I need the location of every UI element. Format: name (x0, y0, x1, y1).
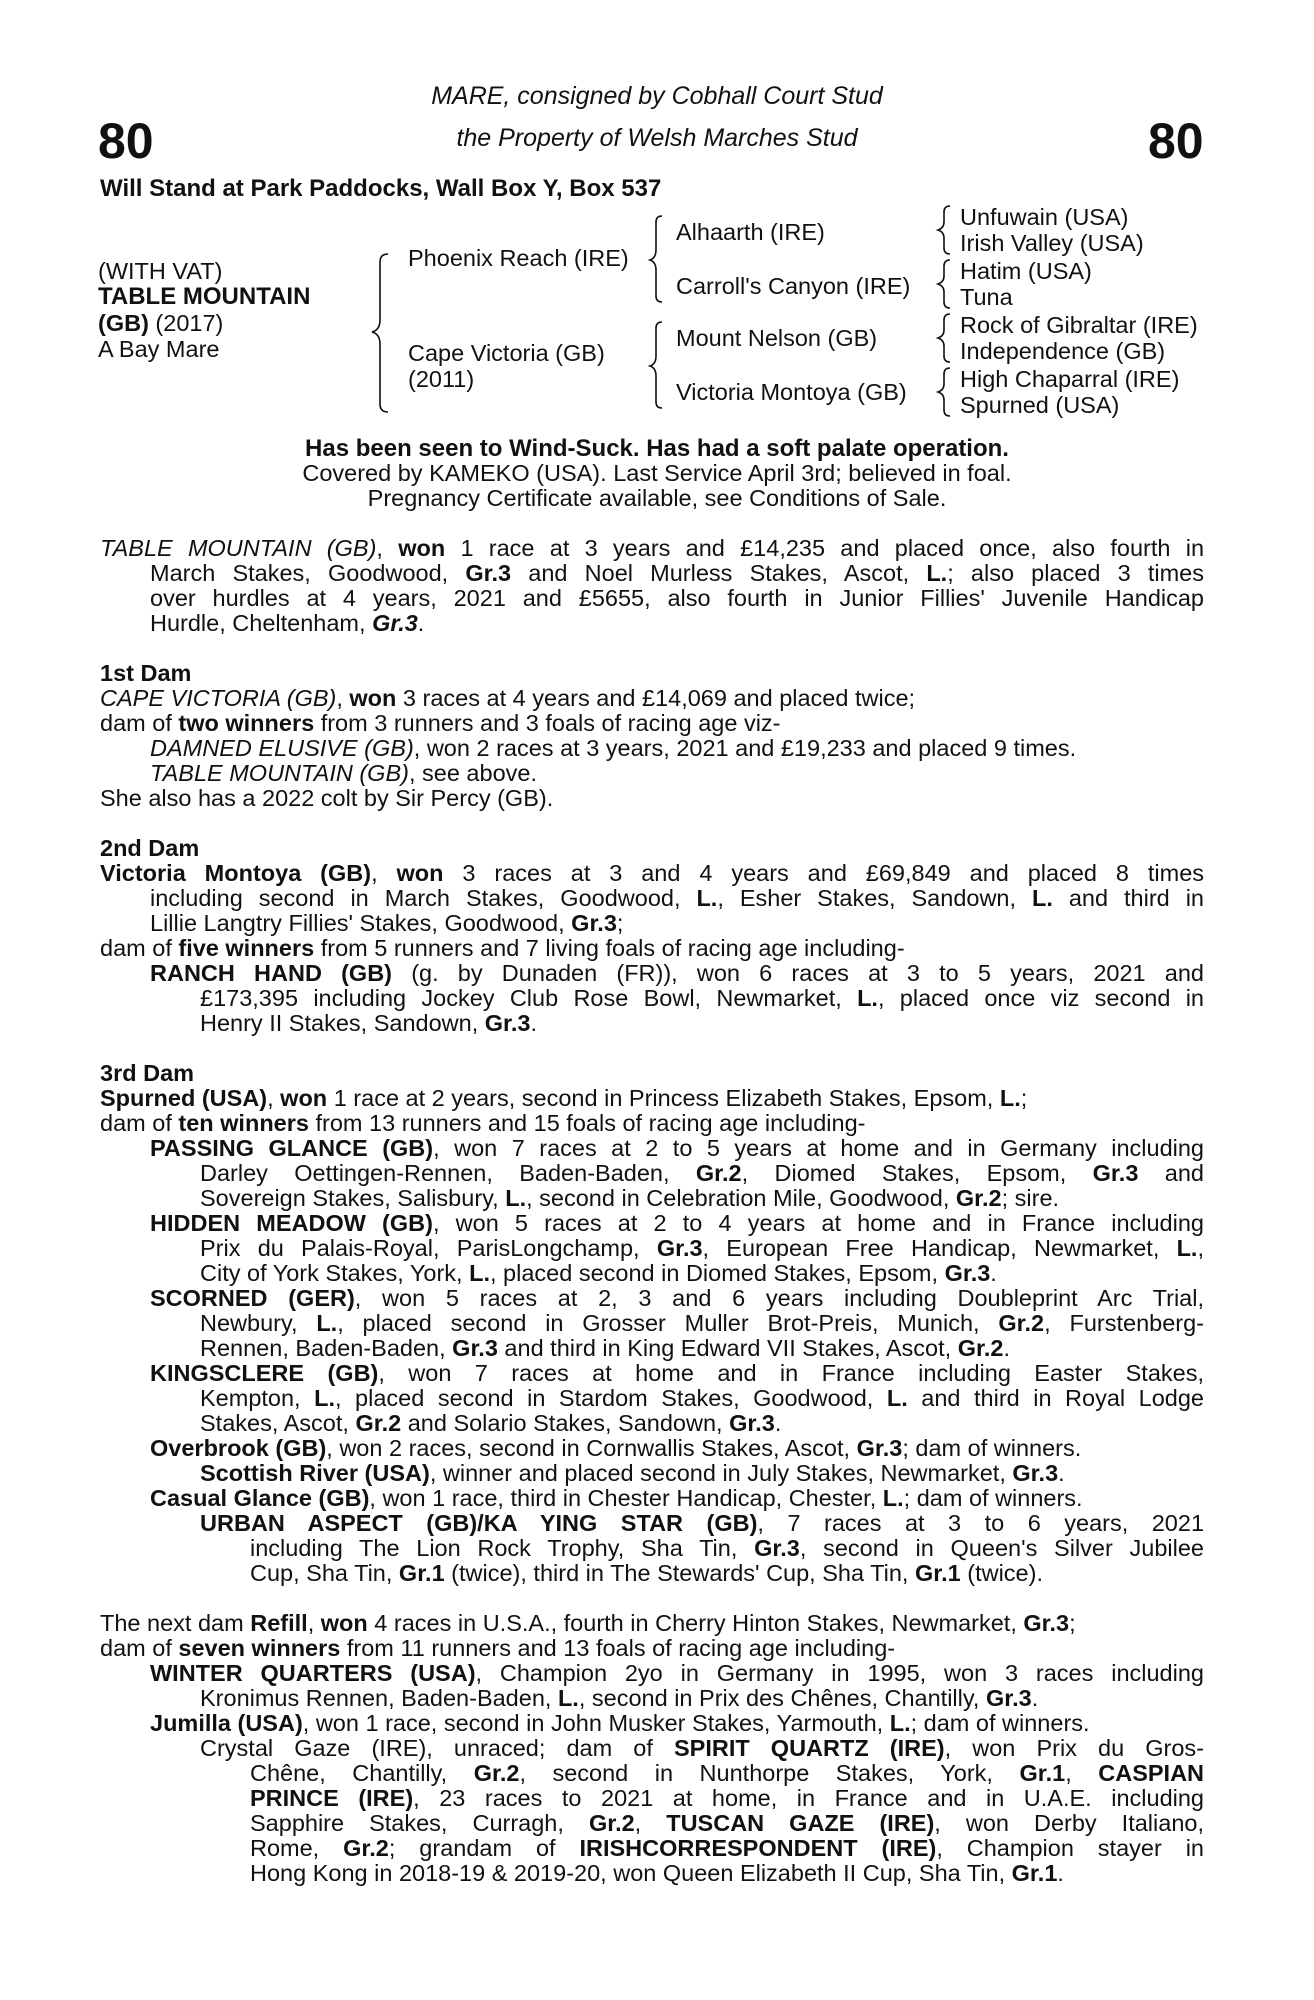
sire: Phoenix Reach (IRE) (408, 245, 629, 271)
t: Sovereign Stakes, Salisbury, (200, 1185, 506, 1211)
text-line (200, 1511, 1204, 1536)
t: (twice), third in The Stewards' Cup, Sha Tin, (444, 1560, 915, 1586)
t: Gr.3 (1092, 1160, 1139, 1186)
t: Hurdle, Cheltenham, (150, 610, 373, 636)
horse-ref: TABLE MOUNTAIN (GB) (100, 535, 377, 561)
text-line (250, 1536, 1204, 1561)
t: TABLE MOUNTAIN (GB) (150, 760, 409, 786)
t: , second in Prix des Chênes, Chantilly, (578, 1685, 986, 1711)
stand-line: Will Stand at Park Paddocks, Wall Box Y, Box 537 (100, 175, 662, 202)
t: , (371, 860, 397, 886)
t: Gr.3 (372, 610, 418, 636)
text-line (150, 1661, 1204, 1686)
t: won (320, 1610, 368, 1636)
t: , Champion stayer in (936, 1835, 1204, 1861)
ggs-4: Tuna (960, 284, 1013, 310)
t: , placed second in Stardom Stakes, Goodwood, (335, 1385, 887, 1411)
t: . (774, 1410, 782, 1436)
t: Darley Oettingen-Rennen, Baden-Baden, (200, 1160, 696, 1186)
t: dam of (100, 935, 179, 961)
t: . (1031, 1685, 1039, 1711)
text-line (100, 1086, 1204, 1111)
text-line (250, 1786, 1204, 1811)
property-line: the Property of Welsh Marches Stud (456, 124, 858, 152)
t: . (1003, 1335, 1010, 1361)
t: Overbrook (GB) (150, 1435, 327, 1461)
text-line (200, 1386, 1204, 1411)
t: 3 races at 3 and 4 years and £69,849 and placed 8 times (443, 860, 1205, 886)
text-line (150, 1486, 1254, 1511)
t: Gr.3 (465, 560, 512, 586)
t: ; (1069, 1610, 1076, 1636)
section-heading: 3rd Dam (100, 1060, 195, 1086)
text-line (200, 1311, 1204, 1336)
t: , won Prix du Gros- (944, 1735, 1204, 1761)
t: and (1138, 1160, 1204, 1186)
t: , (1065, 1760, 1099, 1786)
t: Chêne, Chantilly, (250, 1760, 474, 1786)
text-line (150, 911, 1254, 936)
t: Kempton, (200, 1385, 315, 1411)
t: , won 5 races at 2 to 4 years at home and in France including (432, 1210, 1204, 1236)
dam-year: (2011) (408, 366, 475, 392)
t: £173,395 including Jockey Club Rose Bowl, Newmarket, (200, 985, 858, 1011)
t: Gr.3 (1023, 1610, 1070, 1636)
t: from 11 runners and 13 foals of racing age including- (340, 1635, 896, 1661)
t: (twice). (960, 1560, 1043, 1586)
t: L. (886, 1385, 908, 1411)
text-line (150, 561, 1204, 586)
t: , 23 races to 2021 at home, in France and in U.A.E. including (413, 1785, 1204, 1811)
text-line (200, 1461, 1304, 1486)
sire-dam: Carroll's Canyon (IRE) (676, 273, 911, 299)
t: and Solario Stakes, Sandown, (401, 1410, 730, 1436)
text-line (250, 1761, 1204, 1786)
t: Stakes, Ascot, (200, 1410, 356, 1436)
text-line (100, 711, 1204, 736)
t: Gr.1 (398, 1560, 445, 1586)
t: Crystal Gaze (IRE), unraced; dam of (200, 1735, 674, 1761)
t: Scottish River (USA) (200, 1460, 430, 1486)
t: , second in Nunthorpe Stakes, York, (519, 1760, 1020, 1786)
t: Jumilla (USA) (150, 1710, 303, 1736)
t: , European Free Handicap, Newmarket, (702, 1235, 1177, 1261)
t: TUSCAN GAZE (IRE) (666, 1810, 935, 1836)
t: Rome, (250, 1835, 344, 1861)
t: Gr.2 (955, 1185, 1002, 1211)
t: , see above. (408, 760, 537, 786)
text-line (150, 736, 1254, 761)
t: The next dam (100, 1610, 251, 1636)
text-line (200, 1236, 1204, 1261)
t: , Champion 2yo in Germany in 1995, won 3 races including (475, 1660, 1204, 1686)
t: IRISHCORRESPONDENT (IRE) (579, 1835, 937, 1861)
text-line (100, 1111, 1204, 1136)
t: , second in Queen's Silver Jubilee (799, 1535, 1204, 1561)
t: CAPE VICTORIA (GB) (100, 685, 337, 711)
t: Gr.3 (1012, 1460, 1059, 1486)
dam-dam: Victoria Montoya (GB) (676, 379, 907, 405)
t: L. (1176, 1235, 1198, 1261)
t: and Noel Murless Stakes, Ascot, (511, 560, 927, 586)
t: (g. by Dunaden (FR)), won 6 races at 3 to 5 years, 2021 and (392, 960, 1204, 986)
t: L. (469, 1260, 490, 1286)
t: Casual Glance (GB) (150, 1485, 370, 1511)
t: , second in Celebration Mile, Goodwood, (526, 1185, 956, 1211)
t: ; grandam of (388, 1835, 580, 1861)
lot-number-right: 80 (1148, 113, 1204, 169)
t: 3 races at 4 years and £14,069 and placed twice; (396, 685, 916, 711)
covered-note: Covered by KAMEKO (USA). Last Service April 3rd; believed in foal. (302, 460, 1012, 486)
t: L. (882, 1485, 904, 1511)
t: , Diomed Stakes, Epsom, (741, 1160, 1093, 1186)
t: Gr.3 (985, 1685, 1032, 1711)
t: Gr.3 (944, 1260, 991, 1286)
t: Gr.3 (656, 1235, 703, 1261)
t: HIDDEN MEADOW (GB) (150, 1210, 433, 1236)
text-line (100, 686, 1204, 711)
text-line (250, 1561, 1314, 1586)
t: Kronimus Rennen, Baden-Baden, (200, 1685, 558, 1711)
text-line (250, 1861, 1314, 1886)
t: L. (316, 1310, 338, 1336)
t: ; also placed 3 times (947, 560, 1204, 586)
t: Sapphire Stakes, Curragh, (250, 1810, 589, 1836)
t: ; dam of winners. (910, 1710, 1090, 1736)
t: Hong Kong in 2018-19 & 2019-20, won Queen Elizabeth II Cup, Sha Tin, (250, 1860, 1012, 1886)
horse-year: (2017) (148, 310, 224, 336)
t: Gr.2 (998, 1310, 1045, 1336)
t: 1 race at 2 years, second in Princess Elizabeth Stakes, Epsom, (327, 1085, 1000, 1111)
text-line (200, 1186, 1304, 1211)
text-line (200, 1011, 1304, 1036)
t: Newbury, (200, 1310, 317, 1336)
t: CASPIAN (1098, 1760, 1205, 1786)
horse-name: TABLE MOUNTAIN (98, 283, 311, 310)
text-line (200, 1736, 1204, 1761)
t: Gr.2 (695, 1160, 742, 1186)
text-line (150, 1286, 1204, 1311)
warning-note: Has been seen to Wind-Suck. Has had a soft palate operation. (305, 435, 1009, 462)
t: L. (926, 560, 948, 586)
t: L. (505, 1185, 527, 1211)
t: Gr.3 (484, 1010, 531, 1036)
text-line (100, 1611, 1204, 1636)
t: from 5 runners and 7 living foals of racing age including- (314, 935, 905, 961)
text-line (150, 1211, 1204, 1236)
t: ; sire. (1001, 1185, 1060, 1211)
text-line (200, 1161, 1204, 1186)
ggs-5: Rock of Gibraltar (IRE) (960, 312, 1198, 338)
t: and third in (1052, 885, 1204, 911)
t: , won 2 races, second in Cornwallis Stakes, Ascot, (326, 1435, 857, 1461)
certificate-note: Pregnancy Certificate available, see Conditions of Sale. (367, 485, 947, 511)
t: Gr.2 (588, 1810, 635, 1836)
t: Lillie Langtry Fillies' Stakes, Goodwood, (150, 910, 572, 936)
t: WINTER QUARTERS (USA) (150, 1660, 476, 1686)
t: including The Lion Rock Trophy, Sha Tin, (250, 1535, 755, 1561)
t: , (307, 1610, 321, 1636)
t: L. (314, 1385, 335, 1411)
ggs-8: Spurned (USA) (960, 392, 1120, 418)
text-line (250, 1811, 1204, 1836)
text-line (100, 536, 1204, 561)
text-line (150, 1436, 1254, 1461)
section-heading: 2nd Dam (100, 835, 200, 861)
ggs-6: Independence (GB) (960, 338, 1166, 364)
t: over hurdles at 4 years, 2021 and £5655, also fourth in Junior Fillies' Juvenile Handicap (150, 585, 1204, 611)
t: , 7 races at 3 to 6 years, 2021 (757, 1510, 1205, 1536)
horse-description: A Bay Mare (98, 336, 220, 362)
t: Gr.3 (754, 1535, 800, 1561)
t: Gr.1 (1019, 1760, 1066, 1786)
t: 1 race at 3 years and £14,235 and placed once, also fourth in (445, 535, 1205, 561)
dam-sire: Mount Nelson (GB) (676, 325, 878, 351)
vat-note: (WITH VAT) (98, 258, 223, 284)
t: City of York Stakes, York, (200, 1260, 470, 1286)
t: , placed second in Grosser Muller Brot-Preis, Munich, (337, 1310, 999, 1336)
text-line (150, 586, 1204, 611)
t: , won 1 race, second in John Musker Stakes, Yarmouth, (302, 1710, 890, 1736)
t: Gr.2 (355, 1410, 402, 1436)
t: RANCH HAND (GB) (150, 960, 393, 986)
dam: Cape Victoria (GB) (408, 340, 605, 366)
t: Victoria Montoya (GB) (100, 860, 372, 886)
ggs-1: Unfuwain (USA) (960, 204, 1129, 230)
text-line (150, 886, 1204, 911)
t: L. (557, 1685, 579, 1711)
text-line (150, 961, 1204, 986)
text-line (150, 1361, 1204, 1386)
t: , placed once viz second in (877, 985, 1204, 1011)
t: dam of (100, 1635, 179, 1661)
t: KINGSCLERE (GB) (150, 1360, 379, 1386)
t: L. (696, 885, 718, 911)
section-heading: 1st Dam (100, 660, 192, 686)
t: . (417, 610, 425, 636)
t: , (1197, 1235, 1204, 1261)
t: ; dam of winners. (902, 1435, 1082, 1461)
text-line (150, 761, 1254, 786)
t: and third in Royal Lodge (907, 1385, 1204, 1411)
ggs-2: Irish Valley (USA) (960, 230, 1144, 256)
text-line (200, 986, 1204, 1011)
t: Refill (250, 1610, 308, 1636)
t: dam of (100, 710, 179, 736)
t: Gr.2 (473, 1760, 520, 1786)
t: won (349, 685, 397, 711)
t: from 3 runners and 3 foals of racing age viz- (314, 710, 781, 736)
t: , Esher Stakes, Sandown, (717, 885, 1032, 911)
t: SPIRIT QUARTZ (IRE) (673, 1735, 945, 1761)
t: PASSING GLANCE (GB) (150, 1135, 434, 1161)
text-line (150, 611, 1254, 636)
t: . (990, 1260, 997, 1286)
t: , winner and placed second in July Stakes, Newmarket, (429, 1460, 1013, 1486)
text-line (100, 936, 1204, 961)
text-line (200, 1336, 1304, 1361)
text-line: She also has a 2022 colt by Sir Percy (GB). (100, 785, 554, 811)
t: 4 races in U.S.A., fourth in Cherry Hinton Stakes, Newmarket, (367, 1610, 1024, 1636)
t: , placed second in Diomed Stakes, Epsom, (489, 1260, 945, 1286)
t: , won 7 races at home and in France including Easter Stakes, (378, 1360, 1204, 1386)
t: Henry II Stakes, Sandown, (200, 1010, 485, 1036)
t: ten winners (178, 1110, 309, 1136)
t: SCORNED (GER) (150, 1285, 355, 1311)
t: , (376, 535, 399, 561)
t: ; (616, 910, 624, 936)
t: L. (1032, 885, 1053, 911)
text-line (200, 1686, 1304, 1711)
t: Prix du Palais-Royal, ParisLongchamp, (200, 1235, 657, 1261)
t: ; dam of winners. (903, 1485, 1083, 1511)
text-line (100, 1636, 1204, 1661)
text-line (150, 1711, 1254, 1736)
ggs-7: High Chaparral (IRE) (960, 366, 1180, 392)
t: won (280, 1085, 328, 1111)
t: , (634, 1810, 667, 1836)
ggs-3: Hatim (USA) (960, 258, 1092, 284)
t: Gr.1 (915, 1560, 961, 1586)
t: , (267, 1085, 281, 1111)
t: . (1057, 1860, 1064, 1886)
t: and third in King Edward VII Stakes, Ascot, (497, 1335, 958, 1361)
t: L. (889, 1710, 911, 1736)
text-line (100, 861, 1204, 886)
t: Gr.3 (571, 910, 617, 936)
t: ; (1020, 1085, 1028, 1111)
text-line (150, 1136, 1204, 1161)
t: March Stakes, Goodwood, (150, 560, 466, 586)
t: Gr.1 (1011, 1860, 1058, 1886)
t: URBAN ASPECT (GB)/KA YING STAR (GB) (200, 1510, 758, 1536)
t: . (530, 1010, 538, 1036)
text-line (250, 1836, 1204, 1861)
t: , won 1 race, third in Chester Handicap, Chester, (369, 1485, 883, 1511)
t: from 13 runners and 15 foals of racing age including- (308, 1110, 866, 1136)
t: . (1058, 1460, 1065, 1486)
t: L. (999, 1085, 1021, 1111)
t: , (336, 685, 350, 711)
t: won (398, 535, 446, 561)
t: Rennen, Baden-Baden, (200, 1335, 453, 1361)
t: , Furstenberg- (1044, 1310, 1204, 1336)
t: , won 5 races at 2, 3 and 6 years including Doubleprint Arc Trial, (354, 1285, 1204, 1311)
t: Gr.2 (343, 1835, 389, 1861)
t: five winners (178, 935, 315, 961)
horse-country: (GB) (98, 310, 149, 336)
t: L. (857, 985, 878, 1011)
t: dam of (100, 1110, 179, 1136)
t: PRINCE (IRE) (250, 1785, 414, 1811)
t: won (396, 860, 444, 886)
text-line (200, 1261, 1304, 1286)
t: , won 7 races at 2 to 5 years at home and in Germany including (433, 1135, 1204, 1161)
t: Spurned (USA) (100, 1085, 268, 1111)
t: two winners (178, 710, 315, 736)
text-line (200, 1411, 1304, 1436)
lot-number-left: 80 (98, 113, 154, 169)
t: Gr.2 (957, 1335, 1004, 1361)
t: , won 2 races at 3 years, 2021 and £19,233 and placed 9 times. (413, 735, 1077, 761)
t: seven winners (178, 1635, 341, 1661)
t: Gr.3 (452, 1335, 498, 1361)
t: , won Derby Italiano, (934, 1810, 1204, 1836)
t: Gr.3 (856, 1435, 903, 1461)
t: Gr.3 (729, 1410, 775, 1436)
t: including second in March Stakes, Goodwood, (150, 885, 697, 911)
consignor-line: MARE, consigned by Cobhall Court Stud (431, 82, 883, 110)
t: Cup, Sha Tin, (250, 1560, 399, 1586)
sire-sire: Alhaarth (IRE) (676, 219, 825, 245)
t: DAMNED ELUSIVE (GB) (150, 735, 414, 761)
